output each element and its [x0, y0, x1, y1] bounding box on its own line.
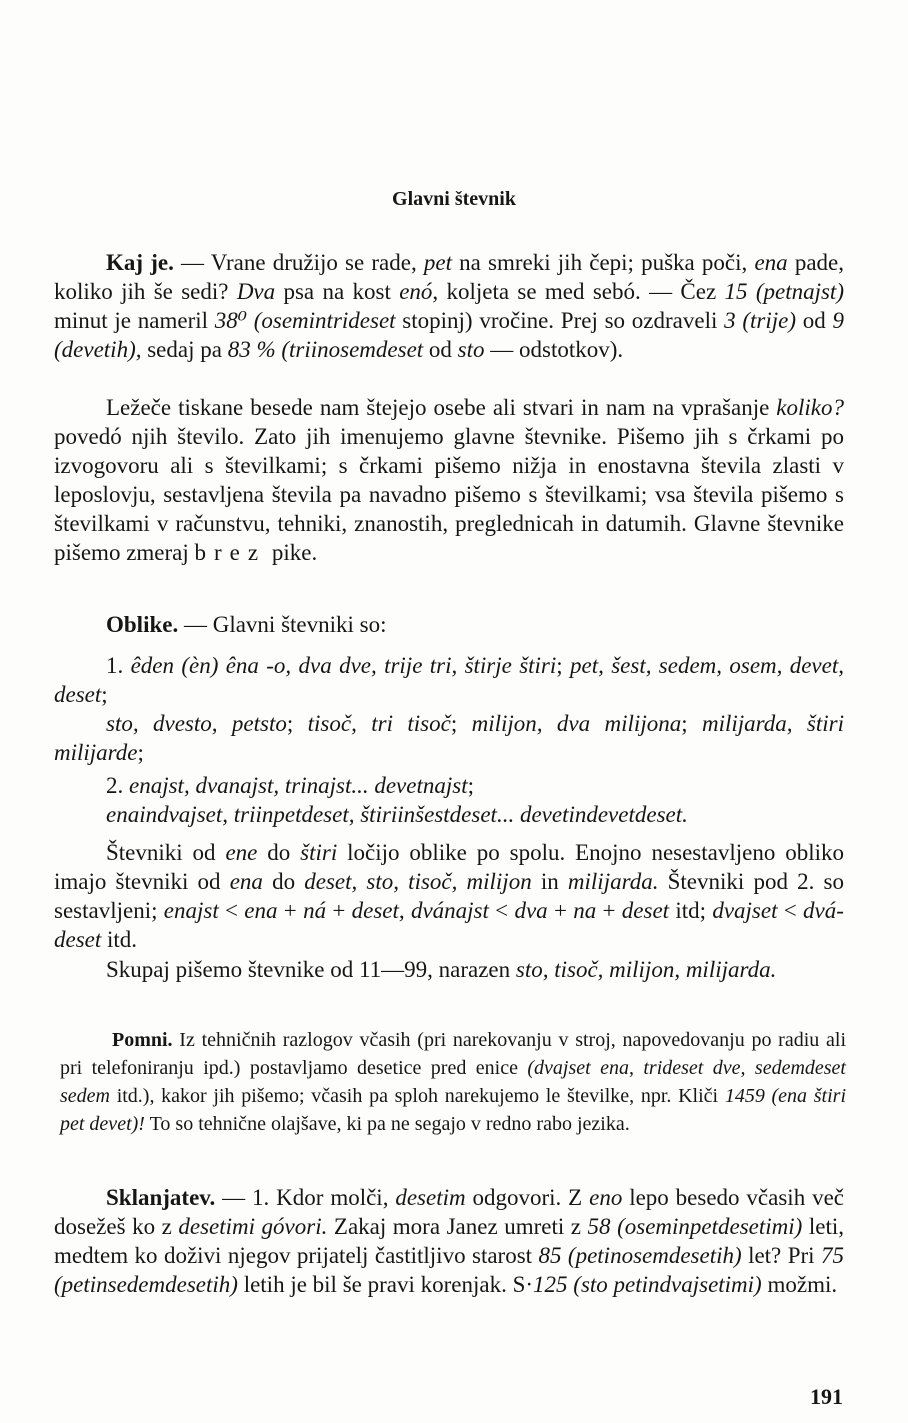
italic-term: deset, sto, tisoč, milijon: [304, 869, 532, 894]
note-pomni: [60, 1026, 846, 1138]
section-heading: Glavni števnik: [392, 188, 516, 210]
italic-term: pet: [423, 250, 452, 275]
italic-term: sto, tisoč, milijon, milijarda.: [515, 957, 777, 982]
text-run: ;: [556, 653, 571, 678]
text-run: — odstotkov).: [484, 337, 624, 362]
text-run: +: [596, 898, 622, 923]
italic-term: eno: [589, 1185, 623, 1210]
text-run: odgovori. Z: [465, 1185, 590, 1210]
italic-term: ena: [754, 250, 788, 275]
paragraph-label: Kaj je.: [106, 250, 174, 275]
text-run: Iz tehničnih razlogov včasih (pri narekovanju v stroj, napovedovanju po radiu ali pri telefoniranju ipd.) postavljamo desetice pred enice: [60, 1029, 846, 1079]
italic-term: ná: [303, 898, 327, 923]
italic-term: êden (èn) êna -o, dva dve, trije tri, štirje štiri: [130, 653, 557, 678]
paragraph-skupaj: [54, 955, 844, 984]
text-run: ločijo oblike po spolu. Enojno nesestavljeno obliko imajo števniki od: [54, 840, 845, 894]
text-run: do: [257, 840, 301, 865]
italic-term: sto: [457, 337, 485, 362]
italic-term: enajst, dvanajst, trinajst... devetnajst: [129, 773, 468, 798]
spaced-word: brez: [194, 540, 267, 565]
text-run: od: [423, 337, 458, 362]
text-run: na smreki jih čepi; puška poči,: [451, 250, 755, 275]
text-run: povedó njih število. Zato jih imenujemo glavne števnike. Pišemo jih s črkami po izvogovoru ali s številkami; s črkami pišemo nižja in enostavna števila zlasti v leposlovju, sestavljena števila pa navadno pišemo s številkami; vsa števila pišemo s številkami v računstvu, tehniki, znanostih, preglednicah in datumih. Glavne števnike pišemo zmeraj: [54, 424, 844, 565]
italic-term: milijarda, štiri milijarde: [54, 711, 845, 765]
text-run: minut je nameril: [54, 308, 215, 333]
text-run: let? Pri: [741, 1243, 821, 1268]
italic-term: (dvajset ena, trideset dve, sedemdeset sedem: [60, 1057, 846, 1107]
italic-term: dvajset: [712, 898, 778, 923]
list-item-1: [54, 651, 844, 709]
italic-term: dva: [514, 898, 548, 923]
paragraph-kaj-je: [54, 248, 844, 364]
paragraph-sklanjatev: [54, 1183, 844, 1299]
text-run: ;: [101, 682, 108, 707]
italic-term: dvá-deset: [54, 898, 844, 952]
text-run: +: [277, 898, 304, 923]
italic-term: ena: [229, 869, 263, 894]
italic-term: 38⁰ (osemintrideset: [214, 308, 396, 333]
italic-term: deset: [621, 898, 670, 923]
paragraph-label: Oblike.: [106, 612, 179, 637]
text-run: sedaj pa: [141, 337, 228, 362]
italic-term: ena: [244, 898, 278, 923]
text-run: leti, medtem ko doživi njegov prijatelj častitljivo starost: [54, 1214, 844, 1268]
list-item-1-continued: [54, 709, 844, 767]
text-run: +: [547, 898, 574, 923]
italic-term: 58 (oseminpetdesetimi): [587, 1214, 803, 1239]
italic-term: 125 (sto petindvajsetimi): [533, 1272, 762, 1297]
text-run: do: [262, 869, 305, 894]
text-run: itd.), kakor jih pišemo; včasih pa sploh narekujemo le številke, npr. Kliči: [109, 1085, 725, 1107]
paragraph-label: Sklanjatev.: [106, 1185, 216, 1210]
italic-term: ene: [225, 840, 258, 865]
text-run: Ležeče tiskane besede nam štejejo osebe ali stvari in nam na vprašanje: [106, 395, 777, 420]
italic-term: enajst: [163, 898, 219, 923]
text-run: ;: [681, 711, 703, 736]
italic-term: milijarda.: [567, 869, 659, 894]
text-run: +: [326, 898, 352, 923]
italic-term: tisoč, tri tisoč: [307, 711, 451, 736]
italic-term: koliko?: [776, 395, 844, 420]
text-run: <: [218, 898, 245, 923]
text-run: — 1. Kdor molči,: [215, 1185, 396, 1210]
text-run: koljeta se med sebó. — Čez: [438, 279, 725, 304]
italic-term: milijon, dva milijona: [471, 711, 682, 736]
text-run: ;: [137, 740, 144, 765]
text-run: Števniki od: [106, 840, 226, 865]
note-text: [60, 1029, 846, 1135]
text-run: 2.: [106, 773, 129, 798]
text-run: <: [777, 898, 804, 923]
italic-term: 15 (petnajst): [724, 279, 844, 304]
italic-term: štiri: [300, 840, 338, 865]
text-run: in: [531, 869, 568, 894]
italic-term: enó,: [399, 279, 439, 304]
italic-term: deset, dvánajst: [351, 898, 489, 923]
text-run: ;: [467, 773, 474, 798]
paragraph-stevniki: [54, 838, 844, 954]
page-number: 191: [810, 1384, 843, 1409]
italic-term: Dva: [236, 279, 276, 304]
text-run: ;: [286, 711, 308, 736]
italic-term: 3 (trije): [724, 308, 797, 333]
text-run: itd;: [669, 898, 713, 923]
italic-term: sto, dvesto, petsto: [106, 711, 287, 736]
text-run: — Vrane družijo se rade,: [173, 250, 424, 275]
italic-term: desetimi góvori.: [178, 1214, 328, 1239]
text-run: letih je bil še pravi korenjak. S·: [237, 1272, 534, 1297]
italic-term: desetim: [395, 1185, 466, 1210]
italic-term: 9 (devetih),: [54, 308, 845, 362]
text-run: ;: [450, 711, 472, 736]
text-run: Števniki pod 2. so sestavljeni;: [54, 869, 844, 923]
text-run: od: [796, 308, 833, 333]
italic-term: 1459 (ena štiri pet devet)!: [60, 1085, 846, 1135]
italic-term: pet, šest, sedem, osem, devet, deset: [54, 653, 844, 707]
italic-term: na: [573, 898, 597, 923]
text-run: stopinj) vročine. Prej so ozdraveli: [395, 308, 725, 333]
italic-term: 85 (petinosemdesetih): [538, 1243, 742, 1268]
paragraph-oblike: [54, 610, 844, 639]
text-run: <: [488, 898, 515, 923]
text-run: To so tehnične olajšave, ki pa ne segajo v redno rabo jezika.: [144, 1113, 630, 1135]
text-run: Skupaj pišemo števnike od 11—99, narazen: [106, 957, 516, 982]
list-item-2-continued: [54, 800, 844, 829]
text-run: 1.: [106, 653, 131, 678]
note-label: Pomni.: [112, 1029, 173, 1051]
text-run: lepo besedo včasih več dosežeš ko z: [54, 1185, 844, 1239]
italic-term: enaindvajset, triinpetdeset, štiriinšestdeset... devetindevetdeset.: [106, 802, 688, 827]
text-run: Zakaj mora Janez umreti z: [327, 1214, 588, 1239]
italic-term: 83 % (triinosemdeset: [227, 337, 424, 362]
list-item-2: [54, 771, 844, 800]
text-run: pike.: [266, 540, 318, 565]
paragraph-lezece: [54, 393, 844, 567]
text-run: psa na kost: [275, 279, 400, 304]
text-run: itd.: [101, 927, 138, 952]
text-run: možmi.: [761, 1272, 838, 1297]
paragraph-text: — Glavni števniki so:: [178, 612, 387, 637]
italic-term: 75 (petinsedemdesetih): [54, 1243, 844, 1297]
text-run: pade, koliko jih še sedi?: [54, 250, 845, 304]
